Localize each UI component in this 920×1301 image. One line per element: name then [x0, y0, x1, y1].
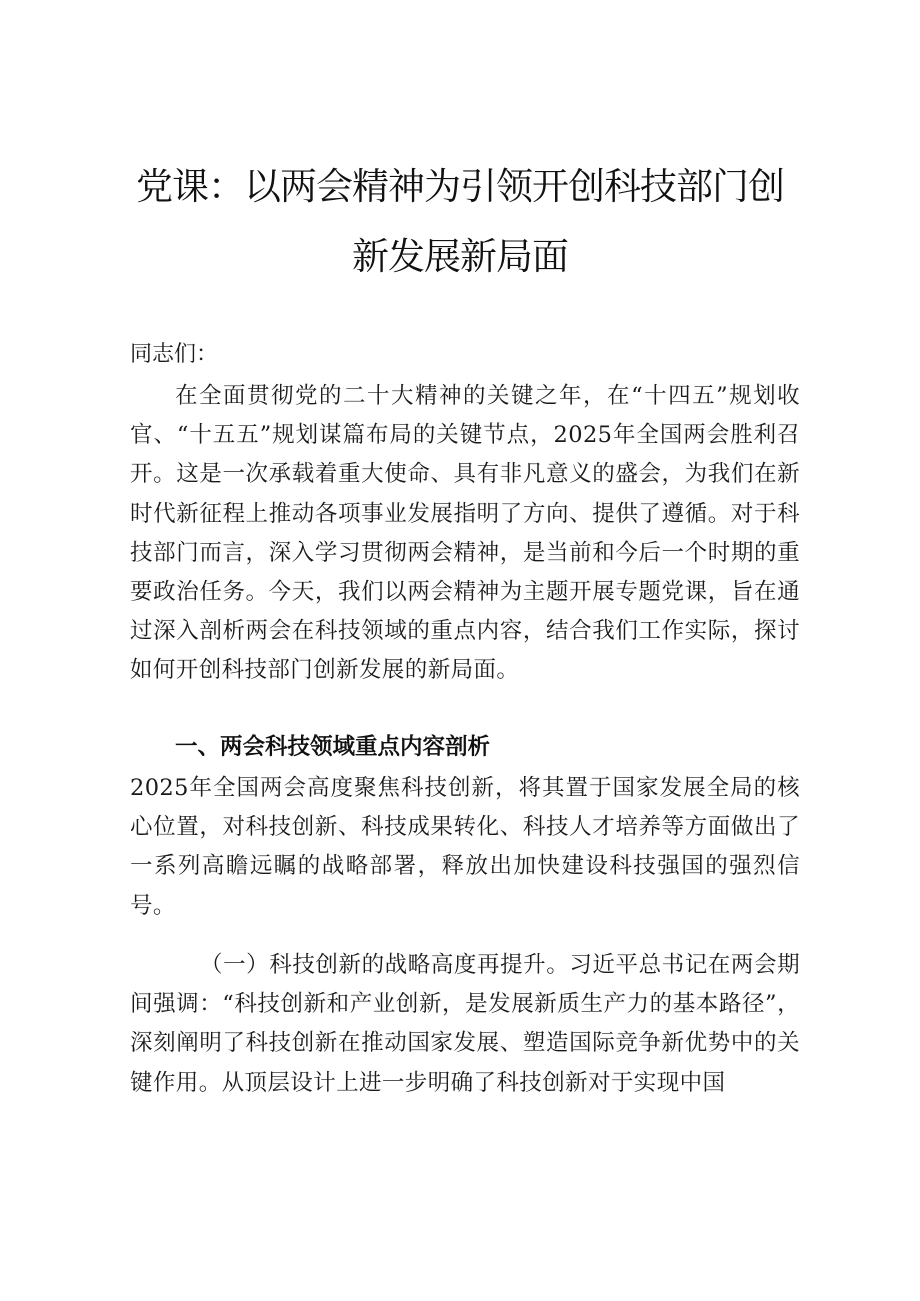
section-heading-1: 一、两会科技领域重点内容剖析: [175, 734, 491, 760]
document-title-line-2: 新发展新局面: [352, 235, 568, 278]
section1-paragraph: 2025年全国两会高度聚焦科技创新，将其置于国家发展全局的核心位置，对科技创新、科技成果转化、科技人才培养等方面做出了一系列高瞻远瞩的战略部署，释放出加快建设科技强国的强烈信号。: [130, 775, 800, 919]
greeting: 同志们：: [130, 342, 219, 367]
intro-paragraph: 在全面贯彻党的二十大精神的关键之年，在“十四五”规划收官、“十五五”规划谋篇布局的关键节点，2025年全国两会胜利召开。这是一次承载着重大使命、具有非凡意义的盛会，为我们在新时代新征程上推动各项事业发展指明了方向、提供了遵循。对于科技部门而言，深入学习贯彻两会精神，是当前和今后一个时期的重要政治任务。今天，我们以两会精神为主题开展专题党课，旨在通过深入剖析两会在科技领域的重点内容，结合我们工作实际，探讨如何开创科技部门创新发展的新局面。: [130, 383, 800, 684]
subsection1-paragraph: （一）科技创新的战略高度再提升。习近平总书记在两会期间强调：“科技创新和产业创新，是发展新质生产力的基本路径”，深刻阐明了科技创新在推动国家发展、塑造国际竞争新优势中的关键作用。从顶层设计上进一步明确了科技创新对于实现中国: [130, 952, 800, 1096]
document-title-line-1: 党课：以两会精神为引领开创科技部门创: [136, 165, 784, 208]
